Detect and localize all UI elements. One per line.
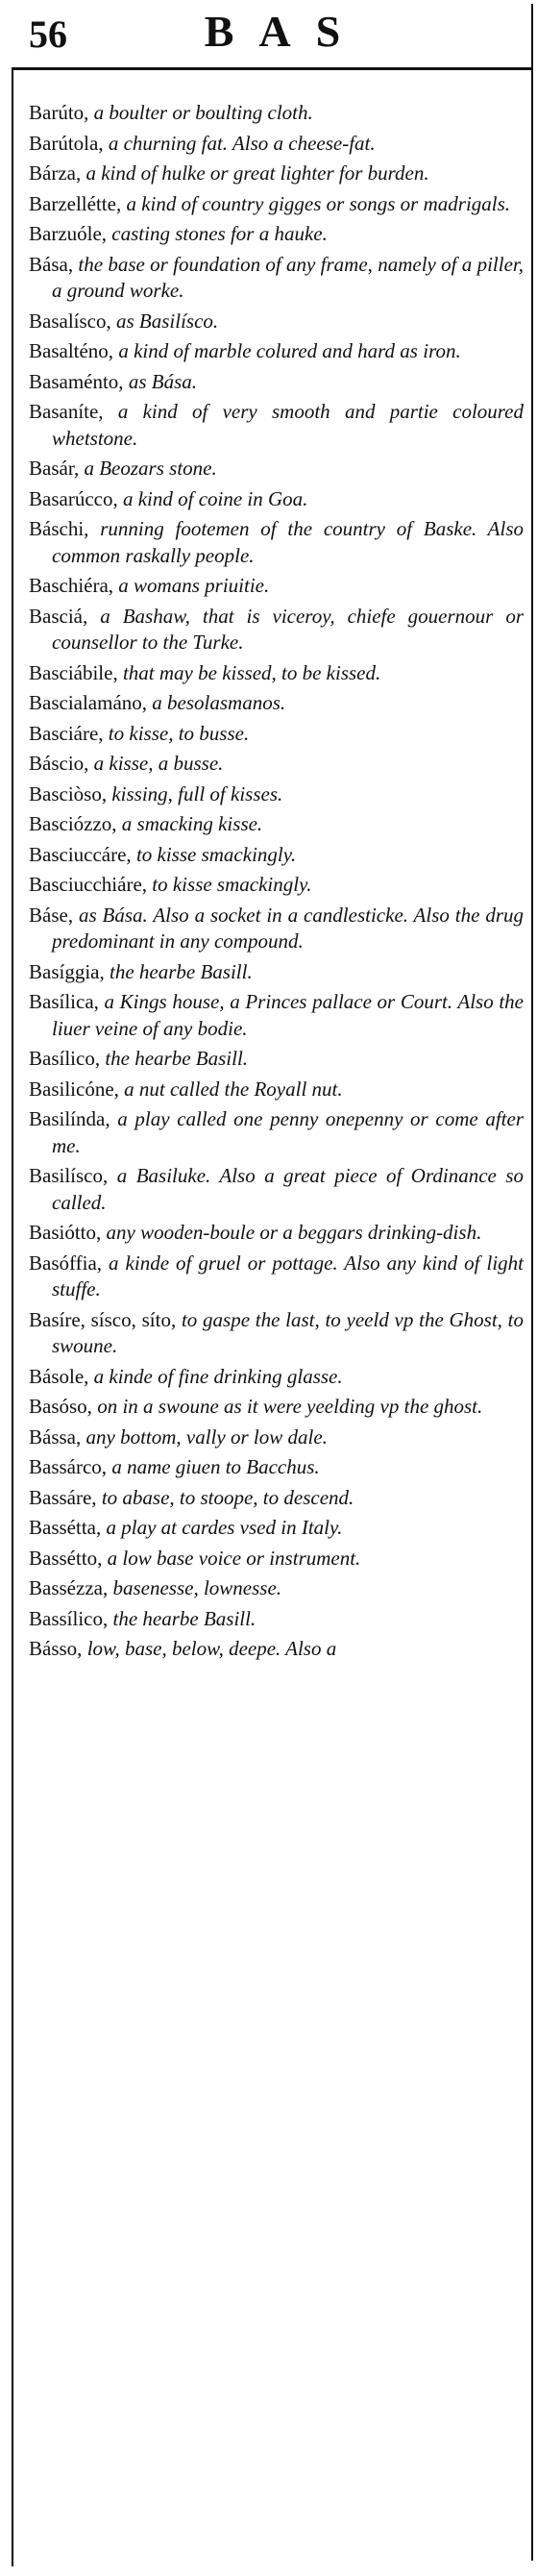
entry-headword: Bassétta, [29, 1516, 102, 1539]
entry-headword: Basaníte, [29, 400, 104, 423]
entry-headword: Baschiéra, [29, 574, 114, 597]
dictionary-entry [29, 1575, 524, 1602]
dictionary-entry [29, 1307, 524, 1360]
entry-gloss: a play called one penny onepenny or come after me. [52, 1107, 524, 1157]
entry-gloss: any wooden-boule or a beggars drinking-dish. [106, 1221, 482, 1244]
dictionary-entry [29, 1636, 524, 1663]
entry-headword: Basciá, [29, 604, 88, 628]
entry-headword: Basciòso, [29, 781, 108, 805]
entry-gloss: on in a swoune as it were yeelding vp the ghost. [97, 1395, 483, 1418]
entry-headword: Bassílico, [29, 1606, 109, 1630]
entry-gloss: any bottom, vally or low dale. [85, 1424, 328, 1449]
entry-gloss: to gaspe the last, to yeeld vp the Ghost, to swoune. [52, 1307, 524, 1357]
entry-headword: Bassézza, [29, 1576, 109, 1599]
entry-gloss: low, base, below, deepe. Also a [86, 1637, 337, 1660]
dictionary-entry [29, 1364, 524, 1391]
dictionary-entry [29, 252, 524, 305]
dictionary-entry [29, 751, 524, 778]
entry-headword: Basilísco, [29, 1164, 109, 1187]
entry-headword: Barzuóle, [29, 222, 108, 245]
entry-gloss: a Bashaw, that is viceroy, chiefe gouernour or counsellor to the Turke. [52, 604, 524, 654]
entry-gloss: the base or foundation of any frame, namely of a piller, a ground worke. [52, 252, 525, 302]
entry-headword: Basiótto, [29, 1221, 102, 1244]
entry-headword: Barúto, [29, 101, 89, 124]
dictionary-entry [29, 369, 524, 396]
dictionary-entry [29, 131, 524, 158]
entry-headword: Basílico, [29, 1047, 101, 1070]
dictionary-entry [29, 1220, 524, 1247]
dictionary-entry [29, 1515, 524, 1542]
entry-gloss: a womans priuitie. [118, 574, 270, 597]
dictionary-entry [29, 1163, 524, 1216]
entry-gloss: casting stones for a hauke. [111, 222, 328, 245]
dictionary-entry [29, 903, 524, 955]
entry-headword: Bassáre, [29, 1485, 97, 1509]
entry-gloss: as Bása. [128, 369, 197, 393]
entry-gloss: a Beozars stone. [84, 457, 217, 480]
entry-gloss: a low base voice or instrument. [107, 1546, 361, 1570]
dictionary-entry [29, 781, 524, 808]
dictionary-entry [29, 1046, 524, 1073]
entry-gloss: the hearbe Basill. [105, 1047, 249, 1070]
left-column-rule [12, 67, 13, 2566]
entry-list [29, 100, 524, 1667]
entry-headword: Báschi, [29, 517, 89, 540]
entry-headword: Basóso, [29, 1395, 92, 1418]
entry-headword: Basciábile, [29, 660, 118, 684]
dictionary-entry [29, 604, 524, 656]
entry-headword: Báscio, [29, 752, 89, 775]
entry-gloss: a Kings house, a Princes pallace or Court. Also the liuer veine of any bodie. [52, 990, 525, 1040]
entry-gloss: running footemen of the country of Baske. Also common raskally people. [52, 517, 525, 567]
dictionary-entry [29, 1454, 524, 1481]
entry-headword: Basaménto, [29, 369, 124, 393]
entry-gloss: a kinde of fine drinking glasse. [93, 1364, 343, 1388]
entry-headword: Barzellétte, [29, 191, 122, 215]
entry-gloss: to kisse, to busse. [108, 721, 250, 745]
entry-headword: Basalténo, [29, 339, 114, 362]
dictionary-entry [29, 660, 524, 687]
entry-headword: Bárza, [29, 161, 82, 185]
entry-headword: Basíggia, [29, 959, 105, 983]
entry-gloss: a kinde of gruel or pottage. Also any kind of light stuffe. [52, 1251, 524, 1300]
page-header [12, 0, 533, 67]
dictionary-entry [29, 811, 524, 838]
dictionary-entry [29, 516, 524, 569]
entry-gloss: a play at cardes vsed in Italy. [106, 1516, 343, 1539]
dictionary-entry [29, 191, 524, 218]
entry-gloss: as Basilísco. [115, 309, 219, 333]
dictionary-entry [29, 1106, 524, 1159]
dictionary-entry [29, 486, 524, 513]
entry-headword: Barútola, [29, 131, 104, 155]
entry-headword: Básа, [29, 252, 74, 276]
entry-gloss: a smacking kisse. [121, 812, 263, 835]
entry-headword: Basilicóne, [29, 1077, 119, 1101]
entry-gloss: to abase, to stoope, to descend. [101, 1485, 354, 1509]
dictionary-entry [29, 399, 524, 452]
entry-headword: Básso, [29, 1637, 83, 1660]
entry-gloss: a boulter or boulting cloth. [93, 101, 313, 124]
dictionary-entry [29, 1606, 524, 1633]
page-number: 56 [29, 12, 67, 56]
dictionary-entry [29, 221, 524, 248]
dictionary-entry [29, 1394, 524, 1421]
dictionary-entry [29, 872, 524, 899]
entry-headword: Basílica, [29, 990, 99, 1013]
entry-gloss: a kisse, a busse. [93, 752, 224, 775]
entry-headword: Basciucchiáre, [29, 873, 148, 896]
entry-headword: Basár, [29, 457, 80, 480]
entry-gloss: a churning fat. Also a cheese-fat. [108, 131, 376, 155]
entry-headword: Bassétto, [29, 1546, 103, 1570]
dictionary-entry [29, 309, 524, 335]
dictionary-entry [29, 1251, 524, 1303]
dictionary-entry [29, 456, 524, 483]
entry-headword: Básole, [29, 1364, 89, 1388]
entry-headword: Basciózzo, [29, 812, 117, 835]
dictionary-entry [29, 1424, 524, 1451]
dictionary-entry [29, 1077, 524, 1103]
dictionary-entry [29, 573, 524, 600]
entry-gloss: a nut called the Royall nut. [124, 1077, 343, 1101]
dictionary-entry [29, 1546, 524, 1573]
dictionary-entry [29, 100, 524, 127]
entry-headword: Basarúcco, [29, 486, 118, 510]
entry-gloss: to kisse smackingly. [135, 842, 297, 866]
dictionary-entry [29, 690, 524, 717]
entry-gloss: as Bása. Also a socket in a candlesticke. Also the drug predominant in any compound. [52, 903, 524, 953]
dictionary-entry [29, 959, 524, 986]
entry-headword: Basciáre, [29, 721, 104, 745]
entry-headword: Basilínda, [29, 1107, 110, 1130]
header-rule [12, 67, 533, 70]
entry-gloss: a kind of very smooth and partie coloured whetstone. [52, 400, 525, 450]
entry-gloss: the hearbe Basill. [110, 959, 253, 983]
entry-gloss: a besolasmanos. [152, 691, 286, 714]
entry-gloss: to kisse smackingly. [152, 873, 312, 896]
entry-gloss: that may be kissed, to be kissed. [122, 660, 381, 684]
right-column-rule [531, 4, 533, 2561]
dictionary-entry [29, 721, 524, 748]
entry-headword: Bascialamáno, [29, 691, 148, 714]
entry-gloss: a Basiluke. Also a great piece of Ordinance so called. [52, 1164, 524, 1214]
dictionary-entry [29, 989, 524, 1042]
dictionary-entry [29, 338, 524, 365]
dictionary-entry [29, 1485, 524, 1512]
entry-gloss: a name giuen to Bacchus. [111, 1455, 320, 1478]
entry-headword: Basíre, sísco, síto, [29, 1307, 177, 1331]
entry-headword: Bassárco, [29, 1455, 108, 1478]
entry-gloss: the hearbe Basill. [112, 1606, 256, 1630]
dictionary-entry [29, 842, 524, 869]
entry-headword: Basalísco, [29, 309, 111, 333]
entry-gloss: a kind of marble colured and hard as iron. [118, 339, 461, 362]
entry-headword: Bássa, [29, 1424, 82, 1449]
entry-headword: Báse, [29, 903, 74, 927]
running-head: BAS [204, 7, 366, 56]
entry-headword: Basciuccáre, [29, 842, 132, 866]
entry-gloss: a kind of hulke or great lighter for burden. [85, 161, 429, 185]
entry-gloss: a kind of coine in Goa. [122, 486, 308, 510]
dictionary-entry [29, 161, 524, 187]
entry-gloss: kissing, full of kisses. [111, 781, 283, 805]
entry-gloss: a kind of country gigges or songs or madrigals. [126, 191, 511, 215]
entry-headword: Basóffia, [29, 1251, 103, 1275]
entry-gloss: basenesse, lownesse. [112, 1576, 282, 1599]
